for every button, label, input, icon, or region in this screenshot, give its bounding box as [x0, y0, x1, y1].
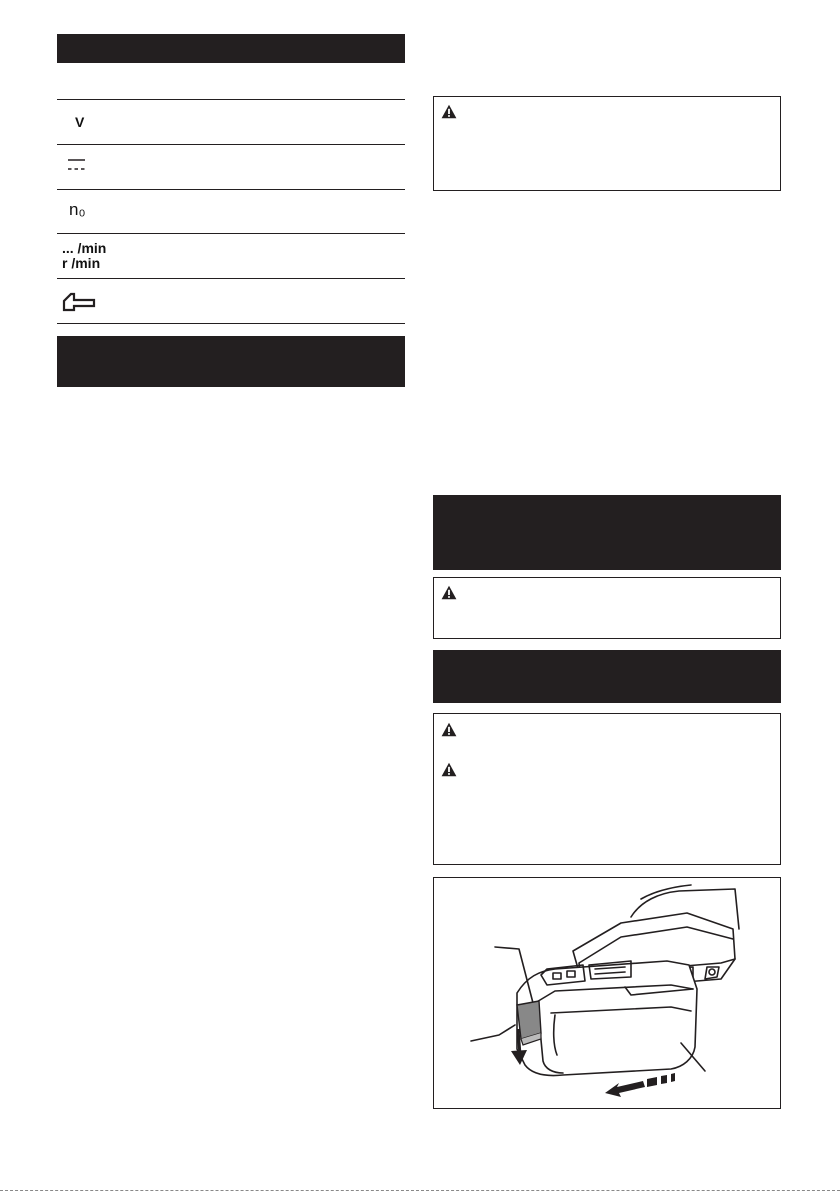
hammer-icon	[62, 292, 96, 312]
battery-cartridge-removal-illustration	[435, 879, 779, 1107]
no-load-speed-symbol: n₀	[69, 200, 86, 219]
section-header-bar-4	[433, 650, 781, 703]
warning-triangle-icon	[441, 762, 457, 777]
warning-triangle-icon	[441, 585, 457, 600]
table-rule	[57, 278, 405, 279]
table-rule	[57, 144, 405, 145]
page-bottom-edge	[0, 1190, 840, 1191]
warning-triangle-icon	[441, 104, 457, 119]
volt-symbol: V	[75, 114, 85, 130]
warning-box-2	[433, 577, 781, 639]
table-rule-bottom	[57, 323, 405, 324]
section-header-bar-2	[57, 336, 405, 387]
direct-current-icon	[67, 158, 87, 172]
table-rule	[57, 189, 405, 190]
section-header-bar-symbols	[57, 34, 405, 63]
warning-triangle-icon	[441, 722, 457, 737]
section-header-bar-3	[433, 495, 781, 570]
per-minute-symbol: ... /min r /min	[62, 240, 107, 271]
warning-box-1	[433, 96, 781, 191]
warning-box-3	[433, 713, 781, 865]
table-rule	[57, 233, 405, 234]
table-rule-top	[57, 99, 405, 100]
